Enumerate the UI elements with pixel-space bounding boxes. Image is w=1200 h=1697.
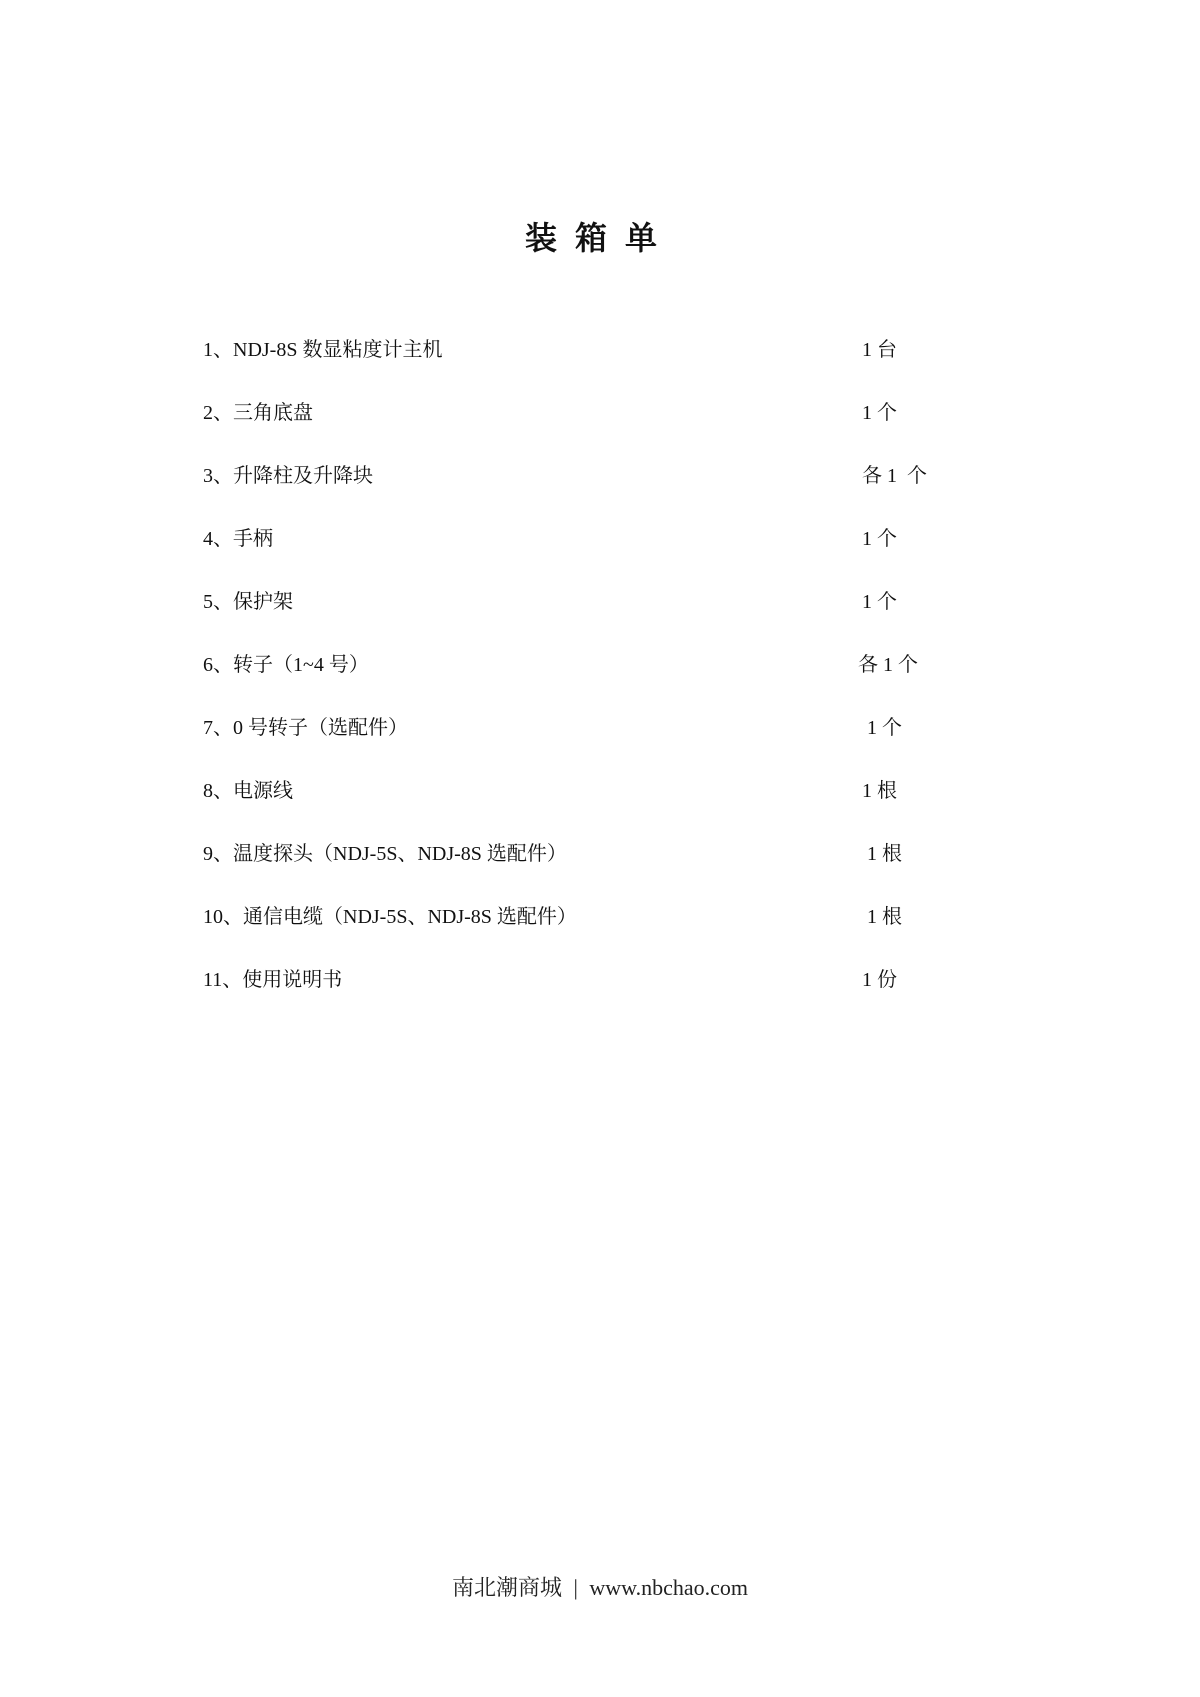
item-name: 4、手柄 xyxy=(203,528,273,550)
item-quantity: 1 个 xyxy=(862,528,897,550)
list-item xyxy=(203,714,1003,777)
item-quantity: 各 1 个 xyxy=(858,654,918,676)
item-name: 1、NDJ-8S 数显粘度计主机 xyxy=(203,339,443,361)
item-name: 3、升降柱及升降块 xyxy=(203,465,373,487)
item-quantity: 各 1 个 xyxy=(862,465,927,487)
item-name: 7、0 号转子（选配件） xyxy=(203,717,408,739)
item-quantity: 1 个 xyxy=(862,402,897,424)
footer-site-name: 南北潮商城 xyxy=(451,1575,562,1600)
item-quantity: 1 个 xyxy=(862,591,897,613)
item-name: 10、通信电缆（NDJ-5S、NDJ-8S 选配件） xyxy=(203,906,577,928)
list-item xyxy=(203,903,1003,966)
list-item xyxy=(203,588,1003,651)
item-quantity: 1 根 xyxy=(867,906,902,928)
item-name: 11、使用说明书 xyxy=(203,969,343,991)
packing-list xyxy=(203,336,1003,1029)
item-quantity: 1 份 xyxy=(862,969,897,991)
footer-separator: | xyxy=(573,1575,578,1600)
list-item xyxy=(203,966,1003,1029)
item-name: 5、保护架 xyxy=(203,591,293,613)
item-name: 9、温度探头（NDJ-5S、NDJ-8S 选配件） xyxy=(203,843,567,865)
list-item xyxy=(203,840,1003,903)
item-name: 8、电源线 xyxy=(203,780,293,802)
list-item xyxy=(203,336,1003,399)
item-quantity: 1 根 xyxy=(862,780,897,802)
page-title: 装箱单 xyxy=(524,220,675,256)
item-quantity: 1 根 xyxy=(867,843,902,865)
item-name: 6、转子（1~4 号） xyxy=(203,654,369,676)
list-item xyxy=(203,777,1003,840)
list-item xyxy=(203,525,1003,588)
list-item xyxy=(203,399,1003,462)
list-item xyxy=(203,651,1003,714)
footer-url[interactable]: www.nbchao.com xyxy=(589,1575,749,1600)
item-name: 2、三角底盘 xyxy=(203,402,313,424)
item-quantity: 1 个 xyxy=(867,717,902,739)
item-quantity: 1 台 xyxy=(862,339,897,361)
list-item xyxy=(203,462,1003,525)
page-footer xyxy=(0,1573,1200,1603)
